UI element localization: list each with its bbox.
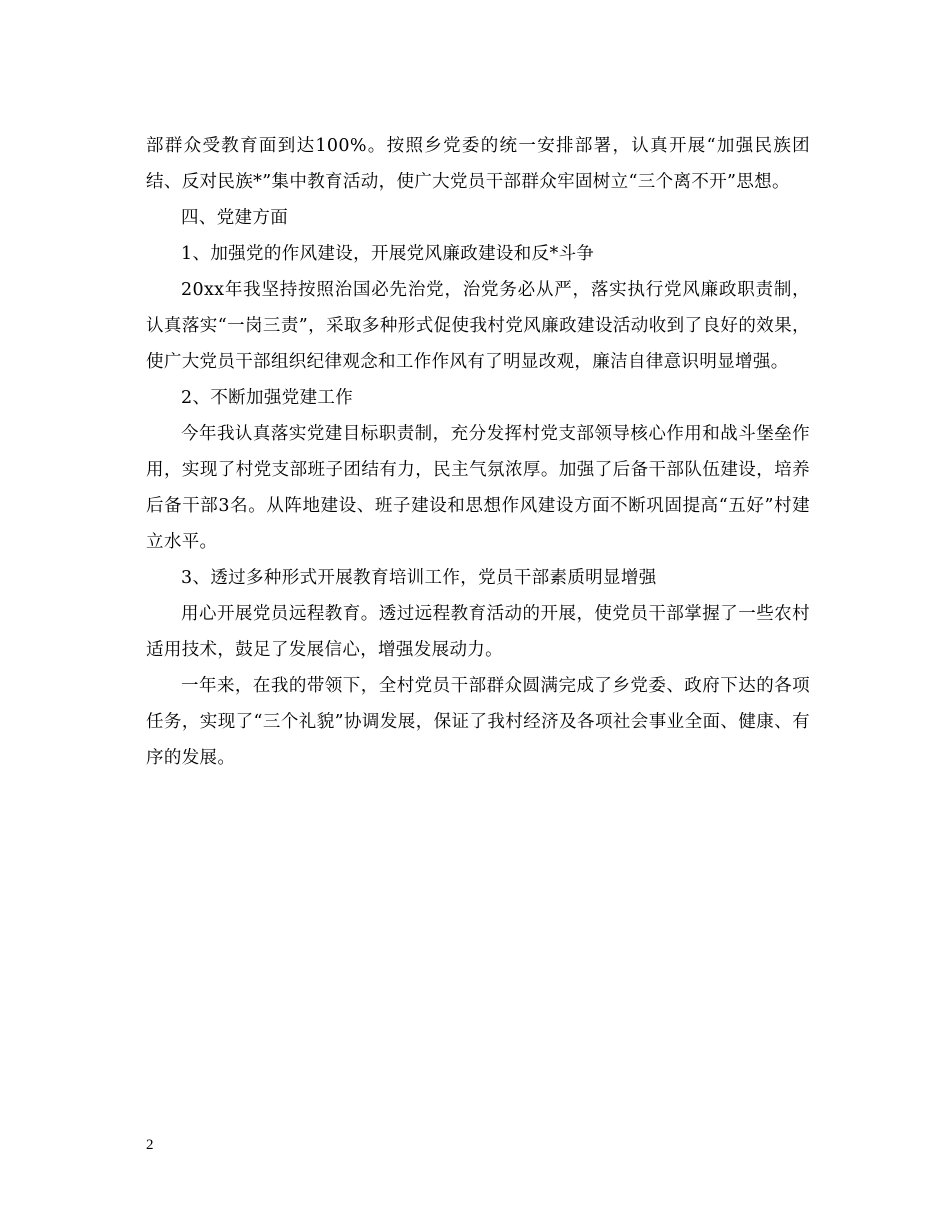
- page-number: 2: [146, 1137, 154, 1153]
- paragraph: 今年我认真落实党建目标职责制，充分发挥村党支部领导核心作用和战斗堡垒作用，实现了村党支部班子团结有力，民主气氛浓厚。加强了后备干部队伍建设，培养后备干部3名。从阵地建设、班子建设和思想作风建设方面不断巩固提高“五好”村建立水平。: [146, 424, 810, 552]
- subsection-heading: 2、不断加强党建工作: [181, 388, 354, 408]
- paragraph-continuation: 部群众受教育面到达100%。按照乡党委的统一安排部署，认真开展“加强民族团结、反对民族*”集中教育活动，使广大党员干部群众牢固树立“三个离不开”思想。: [146, 136, 810, 192]
- paragraph: 用心开展党员远程教育。透过远程教育活动的开展，使党员干部掌握了一些农村适用技术，鼓足了发展信心，增强发展动力。: [146, 604, 810, 660]
- paragraph: 一年来，在我的带领下，全村党员干部群众圆满完成了乡党委、政府下达的各项任务，实现了“三个礼貌”协调发展，保证了我村经济及各项社会事业全面、健康、有序的发展。: [146, 676, 810, 768]
- section-heading: 四、党建方面: [181, 208, 289, 228]
- paragraph: 20xx年我坚持按照治国必先治党，治党务必从严，落实执行党风廉政职责制，认真落实“一岗三责”，采取多种形式促使我村党风廉政建设活动收到了良好的效果，使广大党员干部组织纪律观念和工作作风有了明显改观，廉洁自律意识明显增强。: [146, 280, 810, 372]
- subsection-heading: 3、透过多种形式开展教育培训工作，党员干部素质明显增强: [181, 568, 657, 588]
- subsection-heading: 1、加强党的作风建设，开展党风廉政建设和反*斗争: [181, 244, 595, 264]
- document-body: [146, 128, 810, 776]
